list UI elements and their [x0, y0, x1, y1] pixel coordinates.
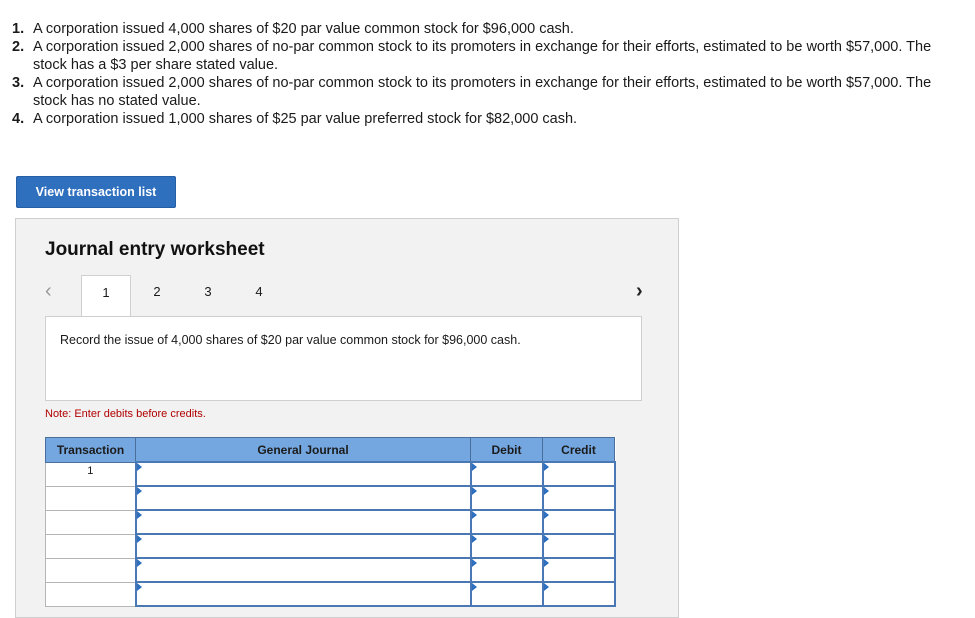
credit-field[interactable] [543, 534, 615, 558]
debit-field[interactable] [471, 582, 543, 606]
tab-3[interactable]: 3 [204, 284, 212, 299]
table-row [46, 582, 615, 606]
general-journal-field[interactable] [136, 534, 471, 558]
dropdown-marker-icon [137, 535, 142, 543]
problem-item [12, 38, 962, 74]
tab-2[interactable]: 2 [153, 284, 161, 299]
dropdown-marker-icon [472, 511, 477, 519]
dropdown-marker-icon [472, 559, 477, 567]
transaction-cell [46, 510, 136, 534]
problem-text: A corporation issued 2,000 shares of no-par common stock to its promoters in exchange for their efforts, estimated to be worth $57,000. The stock has a $3 per share stated value. [33, 39, 932, 73]
debit-field[interactable] [471, 510, 543, 534]
chevron-right-icon[interactable]: › [636, 280, 643, 302]
credit-field[interactable] [543, 486, 615, 510]
dropdown-marker-icon [472, 487, 477, 495]
header-general-journal: General Journal [136, 438, 471, 463]
dropdown-marker-icon [472, 463, 477, 471]
general-journal-field[interactable] [136, 582, 471, 606]
tab-4[interactable]: 4 [255, 284, 263, 299]
problem-number: 2. [12, 39, 25, 55]
transaction-cell [46, 534, 136, 558]
credit-field[interactable] [543, 582, 615, 606]
problem-number: 3. [12, 75, 25, 91]
problem-list [12, 20, 962, 128]
dropdown-marker-icon [544, 559, 549, 567]
problem-item [12, 74, 962, 110]
table-row [46, 462, 615, 486]
dropdown-marker-icon [544, 511, 549, 519]
table-row [46, 534, 615, 558]
transaction-cell [46, 558, 136, 582]
debit-field[interactable] [471, 462, 543, 486]
instruction-box [45, 316, 642, 401]
transaction-cell [46, 486, 136, 510]
general-journal-field[interactable] [136, 558, 471, 582]
credit-field[interactable] [543, 510, 615, 534]
dropdown-marker-icon [137, 583, 142, 591]
instruction-text: Record the issue of 4,000 shares of $20 par value common stock for $96,000 cash. [60, 333, 521, 347]
dropdown-marker-icon [544, 463, 549, 471]
transaction-cell: 1 [46, 462, 136, 486]
tab-1[interactable]: 1 [81, 275, 131, 317]
problem-text: A corporation issued 2,000 shares of no-par common stock to its promoters in exchange for their efforts, estimated to be worth $57,000. The stock has no stated value. [33, 75, 932, 109]
header-transaction: Transaction [46, 438, 136, 463]
dropdown-marker-icon [472, 535, 477, 543]
view-transaction-list-button[interactable]: View transaction list [16, 176, 176, 208]
note-text: Note: Enter debits before credits. [45, 408, 206, 420]
problem-number: 4. [12, 111, 25, 127]
credit-field[interactable] [543, 558, 615, 582]
problem-text: A corporation issued 4,000 shares of $20 par value common stock for $96,000 cash. [33, 21, 574, 37]
debit-field[interactable] [471, 486, 543, 510]
debit-field[interactable] [471, 534, 543, 558]
dropdown-marker-icon [472, 583, 477, 591]
header-debit: Debit [471, 438, 543, 463]
dropdown-marker-icon [544, 487, 549, 495]
table-header-row [46, 438, 615, 463]
problem-text: A corporation issued 1,000 shares of $25 par value preferred stock for $82,000 cash. [33, 111, 578, 127]
problem-item [12, 110, 962, 128]
debit-field[interactable] [471, 558, 543, 582]
table-row [46, 486, 615, 510]
header-credit: Credit [543, 438, 615, 463]
dropdown-marker-icon [137, 511, 142, 519]
journal-table [45, 437, 616, 607]
dropdown-marker-icon [137, 487, 142, 495]
problem-item [12, 20, 962, 38]
credit-field[interactable] [543, 462, 615, 486]
general-journal-field[interactable] [136, 510, 471, 534]
problem-number: 1. [12, 21, 25, 37]
table-row [46, 510, 615, 534]
dropdown-marker-icon [544, 535, 549, 543]
general-journal-field[interactable] [136, 486, 471, 510]
journal-entry-worksheet [15, 218, 679, 618]
dropdown-marker-icon [137, 559, 142, 567]
dropdown-marker-icon [137, 463, 142, 471]
transaction-cell [46, 582, 136, 606]
chevron-left-icon[interactable]: ‹ [45, 280, 52, 302]
general-journal-field[interactable] [136, 462, 471, 486]
dropdown-marker-icon [544, 583, 549, 591]
table-row [46, 558, 615, 582]
worksheet-title: Journal entry worksheet [45, 239, 265, 260]
